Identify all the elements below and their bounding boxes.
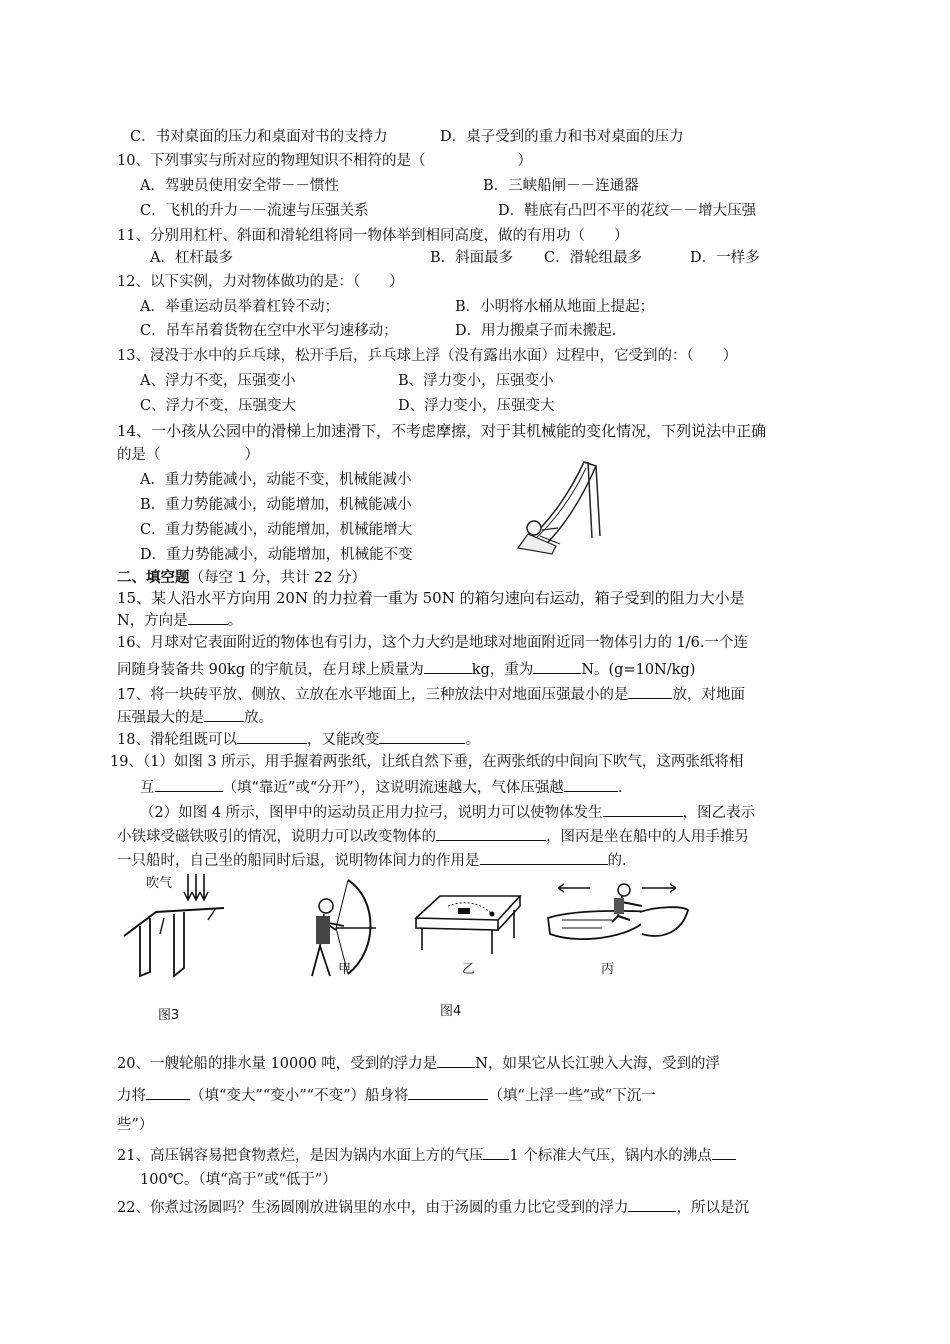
q18-blank-1[interactable]: [237, 729, 307, 744]
q19-line1: 19、（1）如图 3 所示，用手握着两张纸，让纸自然下垂，在两张纸的中间向下吹气，这两张纸将相: [110, 754, 744, 770]
q13-option-a: A、浮力不变，压强变小: [140, 373, 296, 389]
q20-line1: 20、一艘轮船的排水量 10000 吨，受到的浮力是 N，如果它从长江驶入大海，受到的浮: [117, 1053, 720, 1074]
q12-option-d: D．用力搬桌子而未搬起.: [455, 323, 617, 339]
q14-stem-line2: 的是（ ）: [117, 447, 259, 463]
section-2-heading: 二、填空题（每空 1 分，共计 22 分）: [117, 570, 367, 586]
q19-line2: 互 （填“靠近”或“分开”），这说明流速越大，气体压强越 .: [140, 777, 623, 798]
q20-line3: 些”）: [117, 1117, 154, 1133]
q22-blank[interactable]: [628, 1197, 676, 1212]
q19-blank-4[interactable]: [436, 826, 546, 841]
figure-3-caption: 图3: [158, 1008, 180, 1023]
q18-line: 18、滑轮组既可以 ，又能改变 。: [117, 729, 480, 750]
q14-option-b: B．重力势能减小，动能增加，机械能减小: [140, 497, 412, 513]
q11-option-a: A．杠杆最多: [150, 250, 233, 266]
q16-blank-mass[interactable]: [424, 659, 472, 674]
q21-blank-2[interactable]: [712, 1145, 736, 1160]
q11-stem: 11、分别用杠杆、斜面和滑轮组将同一物体举到相同高度，做的有用功（ ）: [117, 228, 629, 244]
q13-stem: 13、浸没于水中的乒乓球，松开手后，乒乓球上浮（没有露出水面）过程中，它受到的：（ ）: [117, 348, 738, 364]
q17-line2: 压强最大的是 放。: [117, 707, 273, 728]
q18-blank-2[interactable]: [379, 729, 465, 744]
figure-4-bing-label: 丙: [601, 962, 615, 977]
q14-option-a: A．重力势能减小，动能不变，机械能减小: [140, 472, 412, 488]
q19-blank-1[interactable]: [155, 777, 223, 792]
q10-option-c: C．飞机的升力－－流速与压强关系: [140, 203, 369, 219]
q19-line3: （2）如图 4 所示，图甲中的运动员正用力拉弓，说明力可以使物体发生 ，图乙表示: [140, 802, 755, 823]
q17-line1: 17、将一块砖平放、侧放、立放在水平地面上，三种放法中对地面压强最小的是 放，对地面: [117, 684, 745, 705]
q21-line2: 100℃。（填“高于”或“低于”）: [140, 1172, 337, 1188]
q20-blank-1[interactable]: [437, 1053, 475, 1068]
q16-line2: 同随身装备共 90kg 的宇航员，在月球上质量为 kg，重为 N。(g=10N/kg): [117, 659, 695, 680]
figure-4-jia-label: 甲: [338, 962, 352, 977]
q10-option-b: B．三峡船闸－－连通器: [483, 178, 639, 194]
q19-line4: 小铁球受磁铁吸引的情况，说明力可以改变物体的 ，图丙是坐在船中的人用手推另: [117, 826, 749, 847]
q12-option-b: B．小明将水桶从地面上提起；: [455, 299, 655, 315]
q12-option-c: C．吊车吊着货物在空中水平匀速移动；: [140, 323, 398, 339]
q19-blank-3[interactable]: [603, 802, 683, 817]
q17-blank-min[interactable]: [628, 684, 672, 699]
q21-blank-1[interactable]: [483, 1145, 509, 1160]
blow-label: 吹气: [146, 876, 173, 891]
q21-line1: 21、高压锅容易把食物煮烂，是因为锅内水面上方的气压 1 个标准大气压，锅内水的沸点: [117, 1145, 736, 1166]
q15-line2: N，方向是 。: [117, 610, 242, 631]
q11-option-b: B．斜面最多: [430, 250, 514, 266]
q11-option-d: D．一样多: [690, 250, 760, 266]
q17-blank-max[interactable]: [204, 707, 244, 722]
q19-blank-5[interactable]: [480, 850, 608, 865]
figure-4-caption: 图4: [440, 1004, 462, 1019]
q19-line5: 一只船时，自己坐的船同时后退，说明物体间力的作用是 的.: [117, 850, 627, 871]
q20-blank-3[interactable]: [408, 1085, 488, 1100]
q12-stem: 12、以下实例，力对物体做功的是：（ ）: [117, 274, 404, 290]
figure-3-papers: [120, 868, 230, 993]
q11-option-c: C．滑轮组最多: [544, 250, 643, 266]
q14-option-c: C．重力势能减小，动能增加，机械能增大: [140, 522, 413, 538]
q12-option-a: A．举重运动员举着杠铃不动；: [140, 299, 339, 315]
figure-4-boats: [542, 876, 692, 956]
figure-4-yi-label: 乙: [462, 962, 476, 977]
q9-option-d: D．桌子受到的重力和书对桌面的压力: [440, 129, 684, 145]
q9-option-c: C．书对桌面的压力和桌面对书的支持力: [130, 129, 388, 145]
q13-option-b: B、浮力变小，压强变小: [398, 373, 554, 389]
q16-blank-weight[interactable]: [533, 659, 581, 674]
q20-blank-2[interactable]: [146, 1085, 190, 1100]
figure-4-magnet-table: [410, 888, 525, 960]
q14-stem-line1: 14、一小孩从公园中的滑梯上加速滑下，不考虑摩擦，对于其机械能的变化情况，下列说法中正确: [117, 422, 767, 440]
q13-option-c: C、浮力不变，压强变大: [140, 398, 297, 414]
q10-option-a: A．驾驶员使用安全带－－惯性: [140, 178, 339, 194]
q22-line1: 22、你煮过汤圆吗？生汤圆刚放进锅里的水中，由于汤圆的重力比它受到的浮力 ，所以是沉: [117, 1197, 749, 1218]
slide-illustration: [512, 458, 604, 558]
q16-line1: 16、月球对它表面附近的物体也有引力，这个力大约是地球对地面附近同一物体引力的 1/6.一个连: [117, 635, 749, 651]
q19-blank-2[interactable]: [564, 777, 618, 792]
q13-option-d: D、浮力变小，压强变大: [398, 398, 555, 414]
q10-option-d: D．鞋底有凸凹不平的花纹－－增大压强: [498, 203, 757, 219]
q10-stem: 10、下列事实与所对应的物理知识不相符的是（ ）: [117, 153, 532, 169]
q15-line1: 15、某人沿水平方向用 20N 的力拉着一重为 50N 的箱匀速向右运动，箱子受到的阻力大小是: [117, 589, 745, 607]
q15-blank[interactable]: [188, 610, 228, 625]
q14-option-d: D．重力势能减小，动能增加，机械能不变: [140, 547, 413, 563]
q20-line2: 力将 （填“变大”“变小”“不变”）船身将 （填“上浮一些”或“下沉一: [117, 1085, 656, 1106]
